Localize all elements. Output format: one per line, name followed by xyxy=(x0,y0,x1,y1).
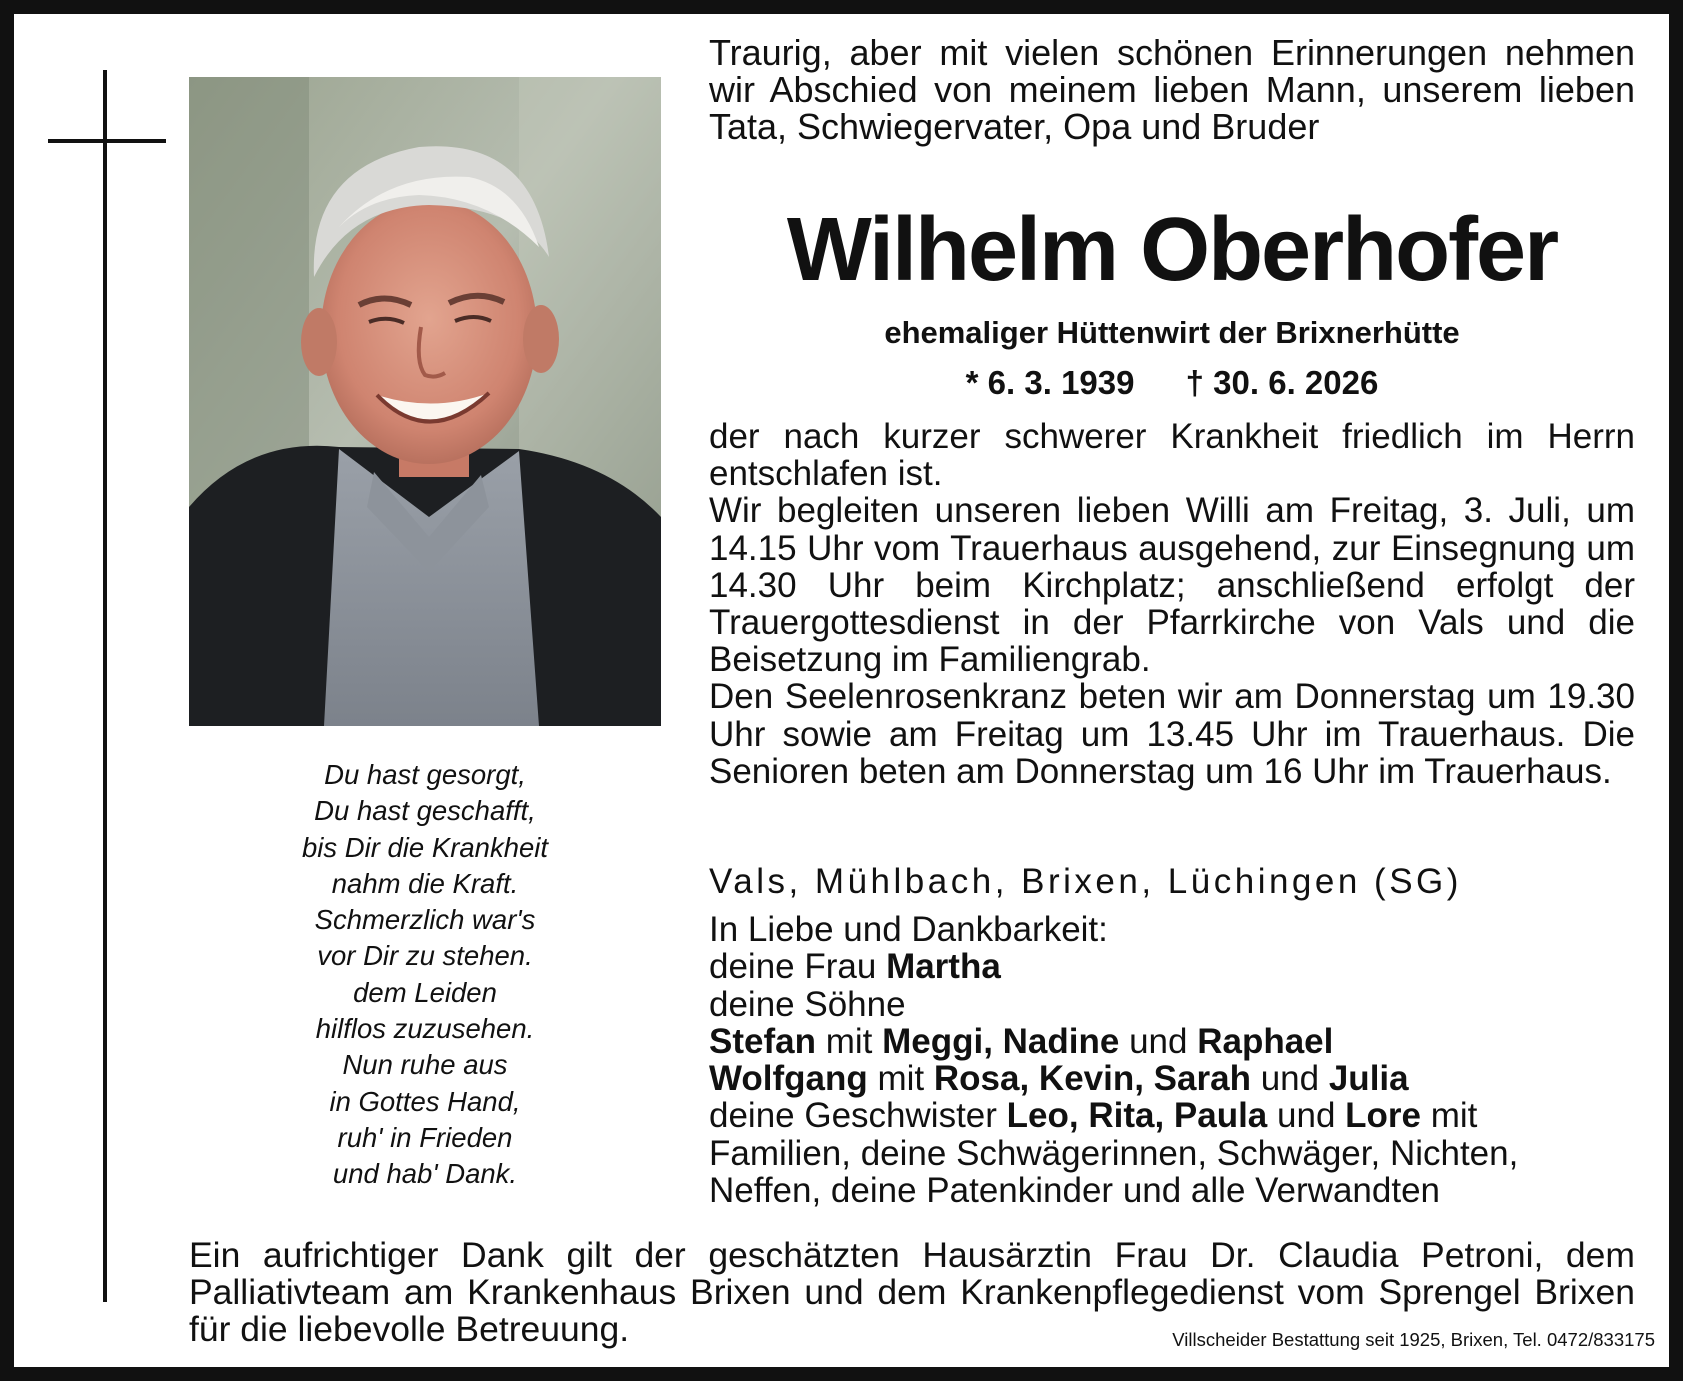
death-statement: der nach kurzer schwerer Krankheit friedlich im Herrn entschlafen ist. xyxy=(709,417,1635,494)
mourner-name: Meggi, Nadine xyxy=(882,1021,1120,1061)
funeral-schedule: Wir begleiten unseren lieben Willi am Freitag, 3. Juli, um 14.15 Uhr vom Trauerhaus ausgehend, zur Einsegnung um 14.30 Uhr beim Kirchplatz; anschließend erfolgt der Trauergottesdienst in der Pfarrkirche von Vals und die Beisetzung im Familiengrab. xyxy=(709,491,1635,680)
family-locations: Vals, Mühlbach, Brixen, Lüchingen (SG) xyxy=(709,862,1462,901)
poem-line: Du hast geschafft, xyxy=(314,795,536,827)
death-date: † 30. 6. 2026 xyxy=(1185,364,1379,401)
poem-line: nahm die Kraft. xyxy=(331,867,519,899)
mourners-list xyxy=(709,911,1635,1209)
funeral-home-imprint: Villscheider Bestattung seit 1925, Brixen, Tel. 0472/833175 xyxy=(1172,1329,1655,1350)
life-dates xyxy=(709,363,1635,403)
mourner-line-relatives: Familien, deine Schwägerinnen, Schwäger, Nichten, xyxy=(709,1133,1519,1173)
mourner-name: Stefan xyxy=(709,1021,816,1061)
poem-line: dem Leiden xyxy=(353,976,497,1008)
mourner-name: Wolfgang xyxy=(709,1059,868,1099)
deceased-role: ehemaliger Hüttenwirt der Brixnerhütte xyxy=(884,315,1460,350)
memorial-poem xyxy=(230,757,620,1193)
mourner-name: Raphael xyxy=(1197,1021,1334,1061)
funeral-details xyxy=(709,418,1635,790)
mourner-line-siblings: deine Geschwister Leo, Rita, Paula und Lore mit xyxy=(709,1096,1478,1136)
intro-text: Traurig, aber mit vielen schönen Erinnerungen nehmen wir Abschied von meinem lieben Mann, unserem lieben Tata, Schwiegervater, Opa und Bruder xyxy=(709,32,1635,147)
mourner-name: Martha xyxy=(886,947,1001,987)
mourner-line-son2: Wolfgang mit Rosa, Kevin, Sarah und Julia xyxy=(709,1059,1409,1099)
mourner-name: Lore xyxy=(1345,1096,1422,1136)
poem-line: Schmerzlich war's xyxy=(314,904,536,936)
cross-vertical-bar xyxy=(103,70,107,1302)
deceased-name: Wilhelm Oberhofer xyxy=(786,200,1558,300)
poem-line: ruh' in Frieden xyxy=(337,1121,513,1153)
mourner-line-wife: deine Frau Martha xyxy=(709,947,1001,987)
poem-line: vor Dir zu stehen. xyxy=(317,940,533,972)
mourner-line-son1: Stefan mit Meggi, Nadine und Raphael xyxy=(709,1021,1334,1061)
rosary-schedule: Den Seelenrosenkranz beten wir am Donnerstag um 19.30 Uhr sowie am Freitag um 13.45 Uhr im Trauerhaus. Die Senioren beten am Donnerstag um 16 Uhr im Trauerhaus. xyxy=(709,677,1635,791)
poem-line: und hab' Dank. xyxy=(332,1158,518,1190)
mourner-line-sons: deine Söhne xyxy=(709,984,906,1024)
mourner-name: Leo, Rita, Paula xyxy=(1006,1096,1268,1136)
poem-line: Nun ruhe aus xyxy=(342,1049,508,1081)
thanks-text: Ein aufrichtiger Dank gilt der geschätzten Hausärztin Frau Dr. Claudia Petroni, dem Palliativteam am Krankenhaus Brixen und dem Krankenpflegedienst vom Sprengel Brixen für die liebevolle Betreuung. xyxy=(189,1235,1635,1349)
mourner-line-relatives: Neffen, deine Patenkinder und alle Verwandten xyxy=(709,1171,1441,1211)
birth-date: * 6. 3. 1939 xyxy=(965,364,1135,401)
poem-line: in Gottes Hand, xyxy=(329,1085,521,1117)
cross-horizontal-bar xyxy=(48,139,166,143)
mourner-name: Julia xyxy=(1328,1059,1409,1099)
poem-line: Du hast gesorgt, xyxy=(324,759,526,790)
poem-line: bis Dir die Krankheit xyxy=(301,831,549,863)
poem-line: hilflos zuzusehen. xyxy=(315,1013,535,1045)
mourners-heading: In Liebe und Dankbarkeit: xyxy=(709,910,1108,949)
portrait-photo xyxy=(189,77,661,726)
mourner-name: Rosa, Kevin, Sarah xyxy=(933,1059,1251,1099)
